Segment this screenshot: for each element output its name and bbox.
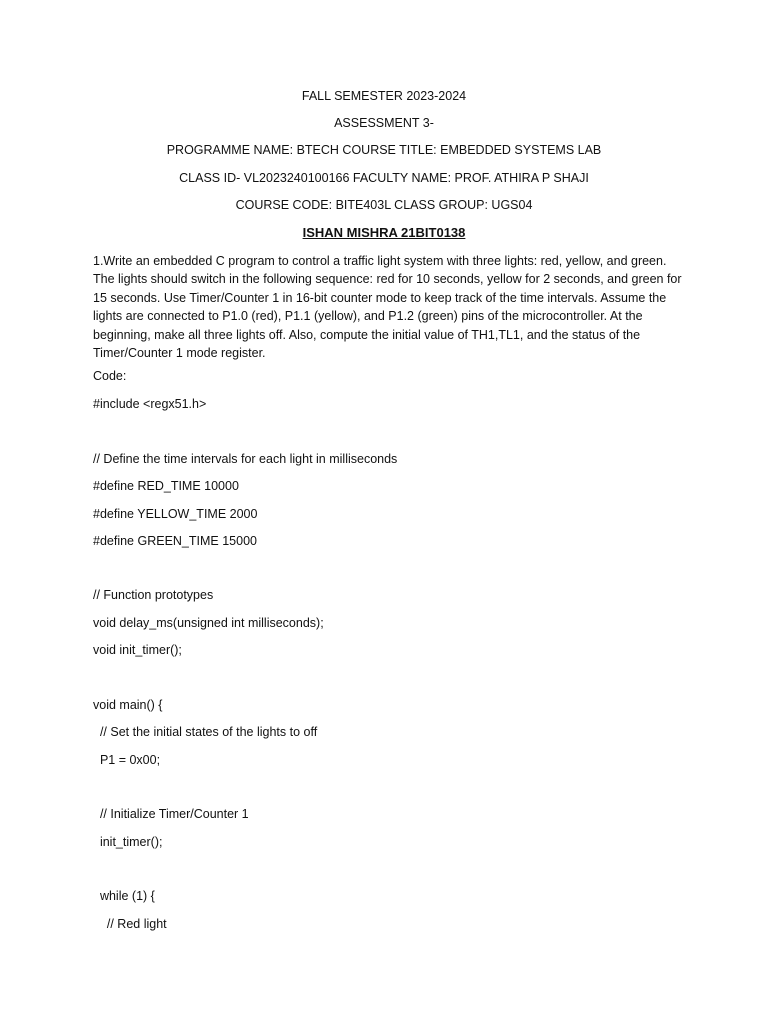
question-text: 1.Write an embedded C program to control a traffic light system with three lights: red, yellow, and green. The lights should switch in the following sequence: red for 10 seconds, yellow for 2 seconds, and green for 15 seconds. Use Timer/Counter 1 in 16-bit counter mode to keep track of the time intervals. Assume the lights are connected to P1.0 (red), P1.1 (yellow), and P1.2 (green) pins of the microcontroller. At the beginning, make all three lights off. Also, compute the initial value of TH1,TL1, and the status of the Timer/Counter 1 mode register. [93, 254, 682, 361]
code-line: #define YELLOW_TIME 2000 [93, 507, 258, 521]
code-line: #define RED_TIME 10000 [93, 479, 239, 493]
code-line: P1 = 0x00; [93, 753, 161, 767]
semester-heading: FALL SEMESTER 2023-2024 [301, 89, 467, 103]
code-line: // Red light [93, 917, 167, 931]
code-label: Code: [93, 369, 127, 383]
code-line: // Set the initial states of the lights to off [93, 725, 318, 739]
code-line: // Define the time intervals for each light in milliseconds [93, 452, 398, 466]
programme-line: PROGRAMME NAME: BTECH COURSE TITLE: EMBEDDED SYSTEMS LAB [166, 143, 602, 157]
code-line: void init_timer(); [93, 643, 182, 657]
assessment-heading: ASSESSMENT 3- [334, 116, 434, 130]
course-line: COURSE CODE: BITE403L CLASS GROUP: UGS04 [235, 198, 533, 212]
code-line: // Initialize Timer/Counter 1 [93, 807, 249, 821]
code-line: #define GREEN_TIME 15000 [93, 534, 257, 548]
code-line: while (1) { [93, 889, 155, 903]
code-line: #include <regx51.h> [93, 397, 207, 411]
code-line: // Function prototypes [93, 588, 214, 602]
code-line: void delay_ms(unsigned int milliseconds); [93, 616, 324, 630]
code-line: init_timer(); [93, 835, 163, 849]
code-line: void main() { [93, 698, 163, 712]
class-line: CLASS ID- VL2023240100166 FACULTY NAME: PROF. ATHIRA P SHAJI [179, 171, 589, 185]
student-name: ISHAN MISHRA 21BIT0138 [302, 225, 466, 240]
